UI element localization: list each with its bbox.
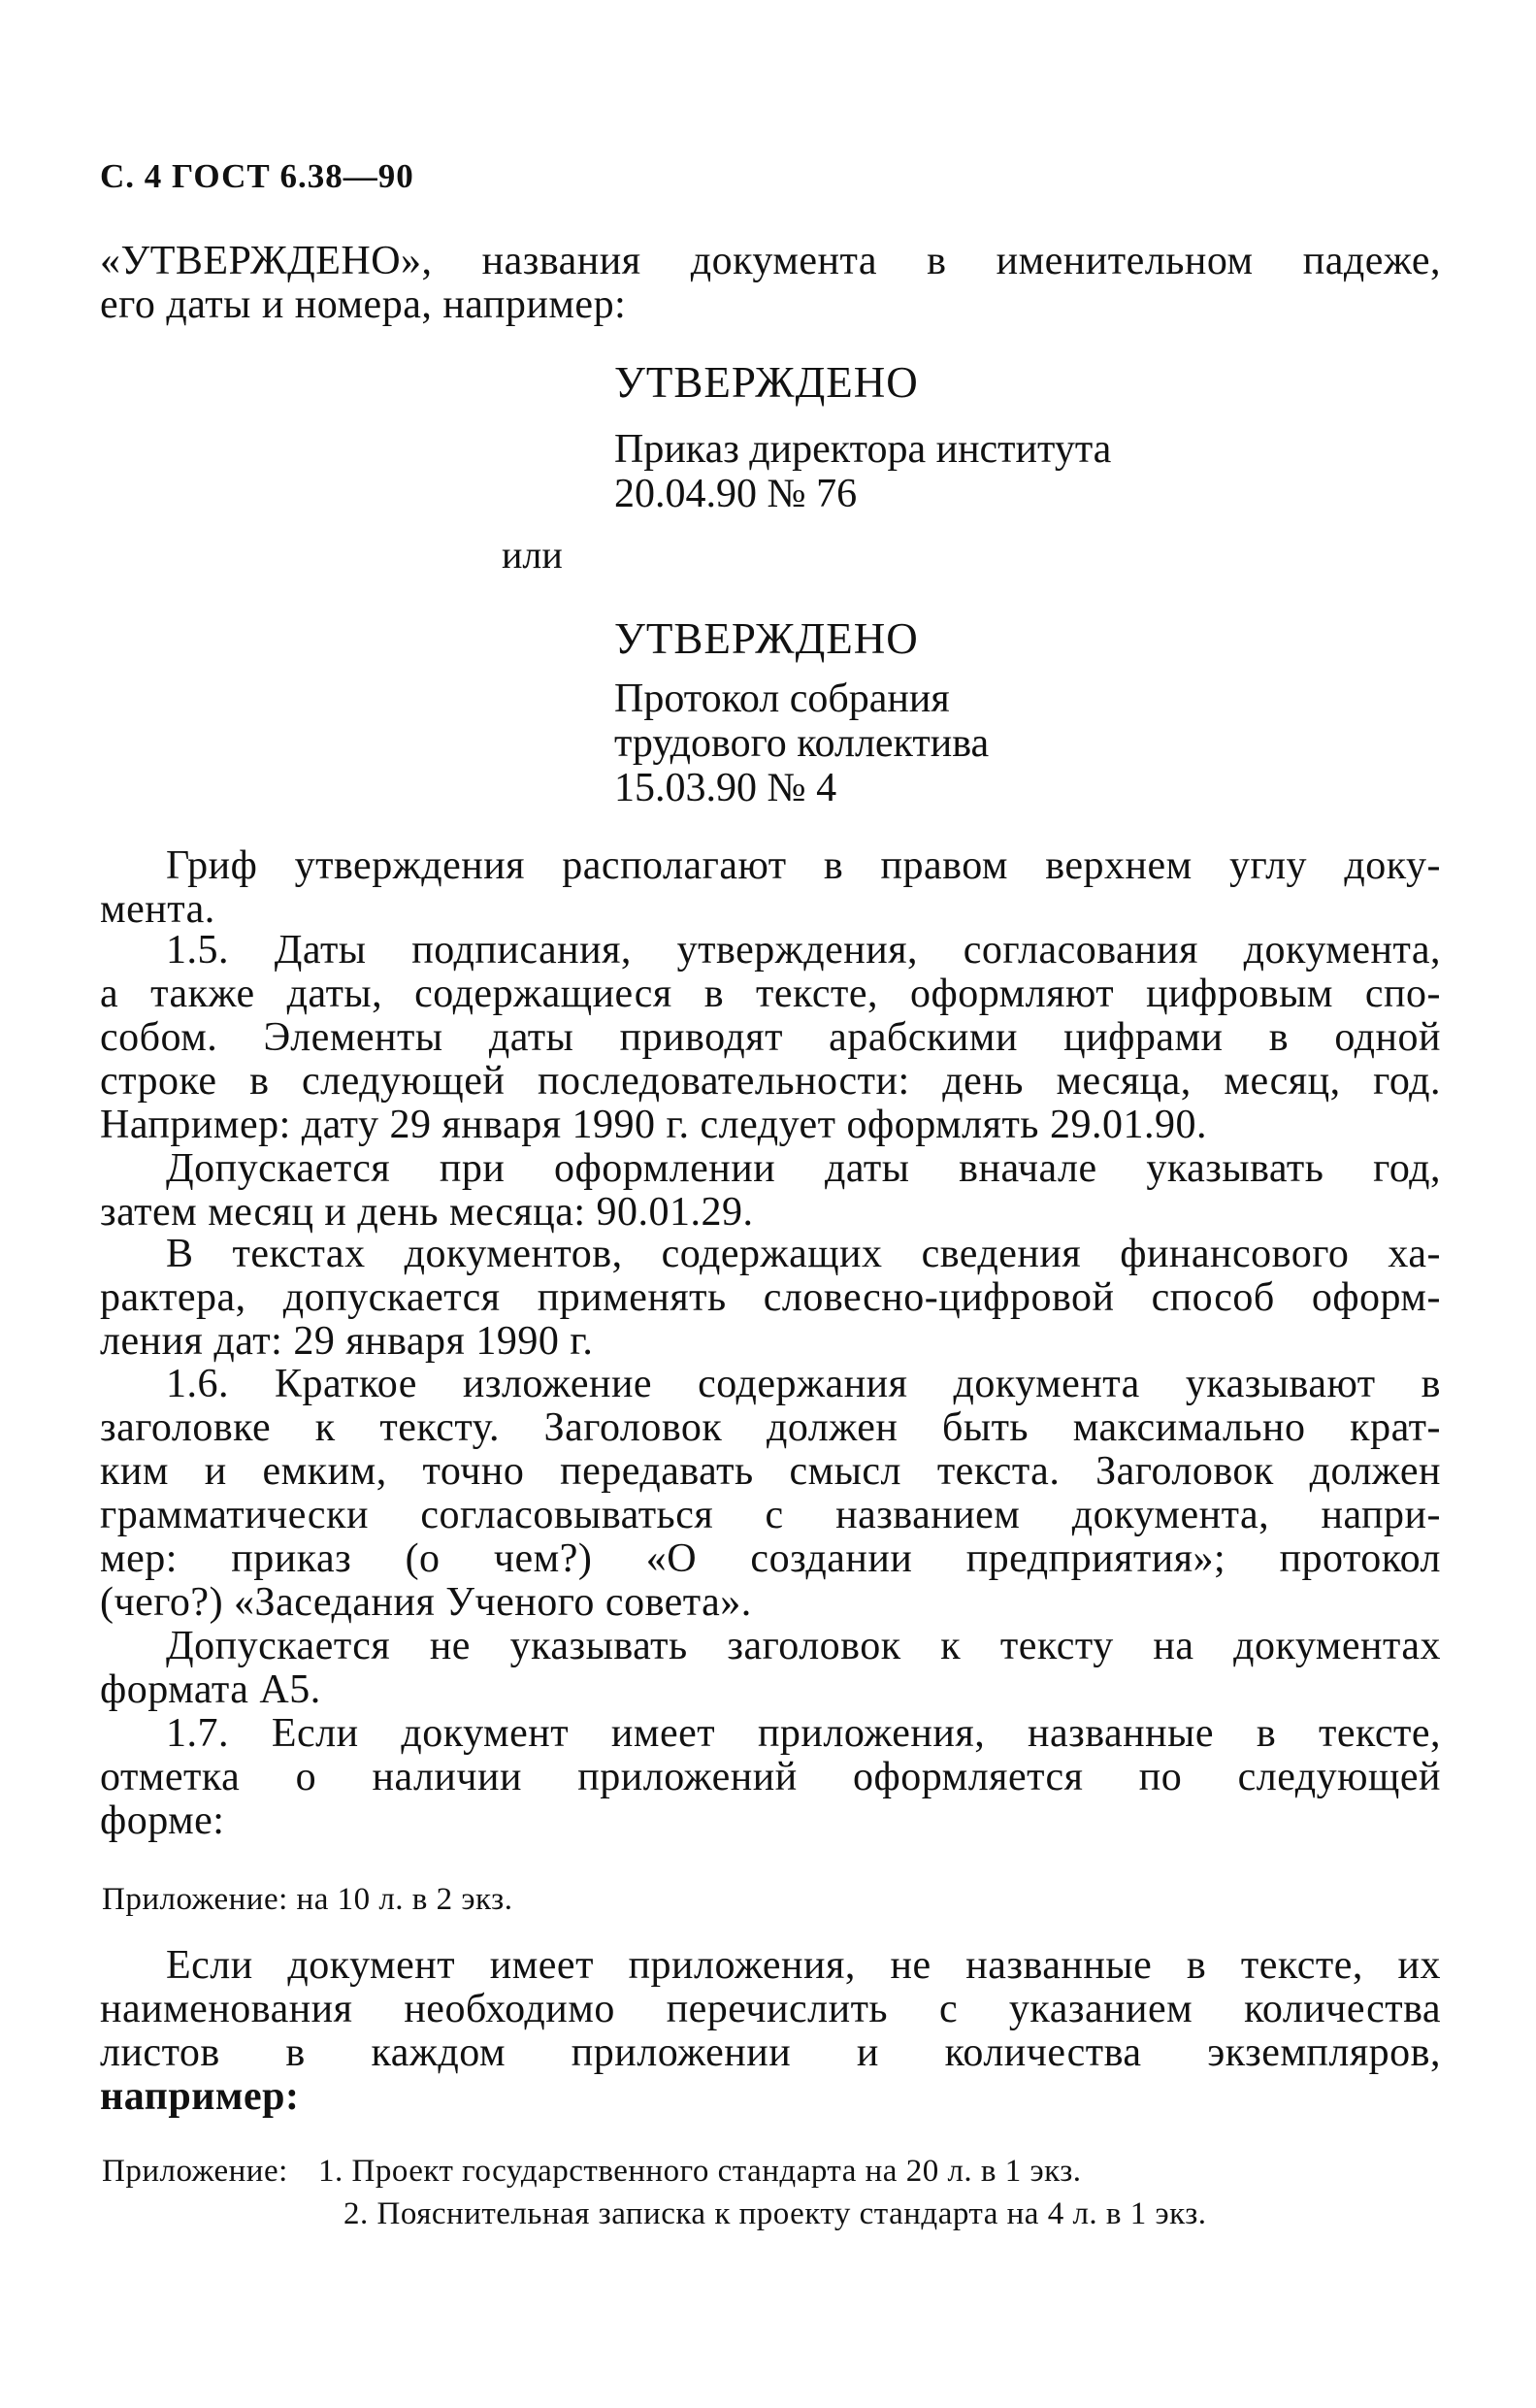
- text-line: а также даты, содержащиеся в тексте, оформляют цифровым спо-: [100, 972, 1441, 1016]
- approval-stamp-title: УТВЕРЖДЕНО: [614, 358, 919, 407]
- attachment-list-label: Приложение:: [102, 2154, 288, 2189]
- attachment-example: Приложение: на 10 л. в 2 экз.: [102, 1882, 513, 1917]
- permission-paragraph: [100, 1147, 1441, 1235]
- text-line: отметка о наличии приложений оформляется по следующей: [100, 1755, 1441, 1799]
- text-line: 1.7. Если документ имеет приложения, названные в тексте,: [166, 1711, 1441, 1756]
- text-line: например:: [100, 2074, 300, 2119]
- unnamed-attachments-paragraph: [100, 1944, 1441, 2119]
- text-line: Допускается при оформлении даты вначале указывать год,: [166, 1146, 1441, 1191]
- financial-paragraph: [100, 1233, 1441, 1364]
- text-line: заголовке к тексту. Заголовок должен быть максимально крат-: [100, 1405, 1441, 1450]
- stamp-line: 20.04.90 № 76: [614, 472, 858, 516]
- text-line: собом. Элементы даты приводят арабскими цифрами в одной: [100, 1015, 1441, 1060]
- text-line: «УТВЕРЖДЕНО», названия документа в именительном падеже,: [100, 239, 1441, 283]
- text-line: (чего?) «Заседания Ученого совета».: [100, 1580, 752, 1625]
- text-line: Гриф утверждения располагают в правом верхнем углу доку-: [166, 843, 1441, 888]
- text-line: рактера, допускается применять словесно-цифровой способ оформ-: [100, 1275, 1441, 1320]
- text-line: ления дат: 29 января 1990 г.: [100, 1319, 594, 1364]
- text-line: Если документ имеет приложения, не названные в тексте, их: [166, 1943, 1441, 1988]
- stamp-line: Протокол собрания: [614, 676, 950, 721]
- section-1-7: [100, 1712, 1441, 1843]
- stamp-line: Приказ директора института: [614, 427, 1112, 472]
- approval-stamp-body: [614, 676, 989, 810]
- text-line: его даты и номера, например:: [100, 282, 627, 327]
- text-line: мента.: [100, 887, 215, 932]
- approval-stamp-body: [614, 427, 1111, 516]
- text-line: ким и емким, точно передавать смысл текста. Заголовок должен: [100, 1449, 1441, 1494]
- page-header: С. 4 ГОСТ 6.38—90: [100, 157, 414, 195]
- text-line: 1.6. Краткое изложение содержания документа указывают в: [166, 1362, 1441, 1406]
- text-line: форме:: [100, 1798, 225, 1843]
- stamp-line: трудового коллектива: [614, 721, 990, 766]
- text-line: Допускается не указывать заголовок к тексту на документах: [166, 1624, 1441, 1668]
- attachment-list-item: 2. Пояснительная записка к проекту стандарта на 4 л. в 1 экз.: [343, 2196, 1207, 2231]
- text-line: Например: дату 29 января 1990 г. следует оформлять 29.01.90.: [100, 1103, 1207, 1147]
- text-line: строке в следующей последовательности: день месяца, месяц, год.: [100, 1059, 1441, 1104]
- grif-paragraph: [100, 844, 1441, 932]
- text-line: В текстах документов, содержащих сведения финансового ха-: [166, 1232, 1441, 1276]
- text-line: грамматически согласовываться с названием документа, напри-: [100, 1493, 1441, 1537]
- attachment-list-item: 1. Проект государственного стандарта на 20 л. в 1 экз.: [318, 2154, 1082, 2189]
- approval-stamp-title: УТВЕРЖДЕНО: [614, 614, 919, 663]
- text-line: мер: приказ (о чем?) «О создании предприятия»; протокол: [100, 1536, 1441, 1581]
- intro-paragraph: [100, 240, 1441, 327]
- text-line: наименования необходимо перечислить с указанием количества: [100, 1987, 1441, 2031]
- text-line: формата А5.: [100, 1667, 321, 1712]
- section-1-5: [100, 929, 1441, 1147]
- text-line: затем месяц и день месяца: 90.01.29.: [100, 1190, 754, 1235]
- text-line: листов в каждом приложении и количества экземпляров,: [100, 2030, 1441, 2075]
- permission-paragraph: [100, 1625, 1441, 1712]
- section-1-6: [100, 1363, 1441, 1625]
- text-line: 1.5. Даты подписания, утверждения, согласования документа,: [166, 928, 1441, 973]
- stamp-line: 15.03.90 № 4: [614, 766, 837, 810]
- or-separator: или: [502, 533, 563, 577]
